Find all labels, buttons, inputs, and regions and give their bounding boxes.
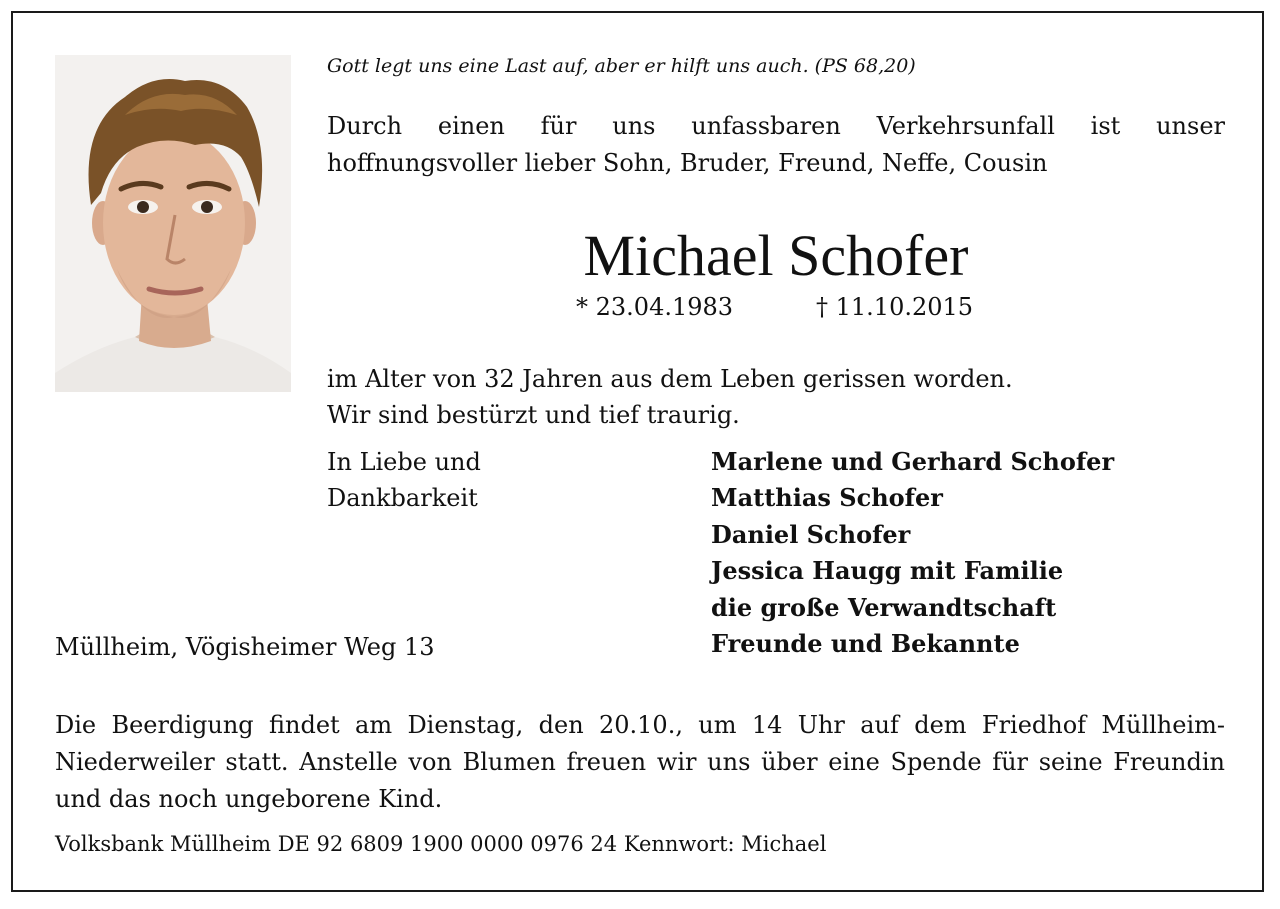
mourner-brother-daniel: Daniel Schofer xyxy=(711,519,911,549)
portrait-photo xyxy=(55,55,291,392)
mourner-relatives: die große Verwandtschaft xyxy=(711,592,1057,622)
mourner-parents: Marlene und Gerhard Schofer xyxy=(711,447,1115,476)
mourner-friends: Freunde und Bekannte xyxy=(711,629,1020,659)
death-date: † 11.10.2015 xyxy=(816,293,974,321)
bank-details: Volksbank Müllheim DE 92 6809 1900 0000 0976 24 Kennwort: Michael xyxy=(55,832,827,856)
intro-text: Durch einen für uns unfassbaren Verkehrsunfall ist unser hoffnungsvoller lieber Sohn, Bruder, Freund, Neffe, Cousin xyxy=(327,112,1225,177)
age-line: im Alter von 32 Jahren aus dem Leben gerissen worden. xyxy=(327,365,1013,393)
gratitude-line: Dankbarkeit xyxy=(327,484,478,512)
age-statement xyxy=(327,361,1013,433)
love-gratitude xyxy=(327,444,481,516)
birth-date: * 23.04.1983 xyxy=(576,293,734,321)
love-line: In Liebe und xyxy=(327,448,481,476)
funeral-info: Die Beerdigung findet am Dienstag, den 20.10., um 14 Uhr auf dem Friedhof Müllheim-Niederweiler statt. Anstelle von Blumen freuen wir uns über eine Spende für seine Freundin und das noch ungeborene Kind. xyxy=(55,711,1225,813)
grief-line: Wir sind bestürzt und tief traurig. xyxy=(327,401,740,429)
mourners-list xyxy=(711,444,1114,662)
address: Müllheim, Vögisheimer Weg 13 xyxy=(55,633,435,661)
deceased-name: Michael Schofer xyxy=(583,223,969,288)
mourner-brother-matthias: Matthias Schofer xyxy=(711,483,943,513)
mourner-jessica: Jessica Haugg mit Familie xyxy=(711,556,1064,586)
bible-verse: Gott legt uns eine Last auf, aber er hilft uns auch. (PS 68,20) xyxy=(327,55,916,77)
